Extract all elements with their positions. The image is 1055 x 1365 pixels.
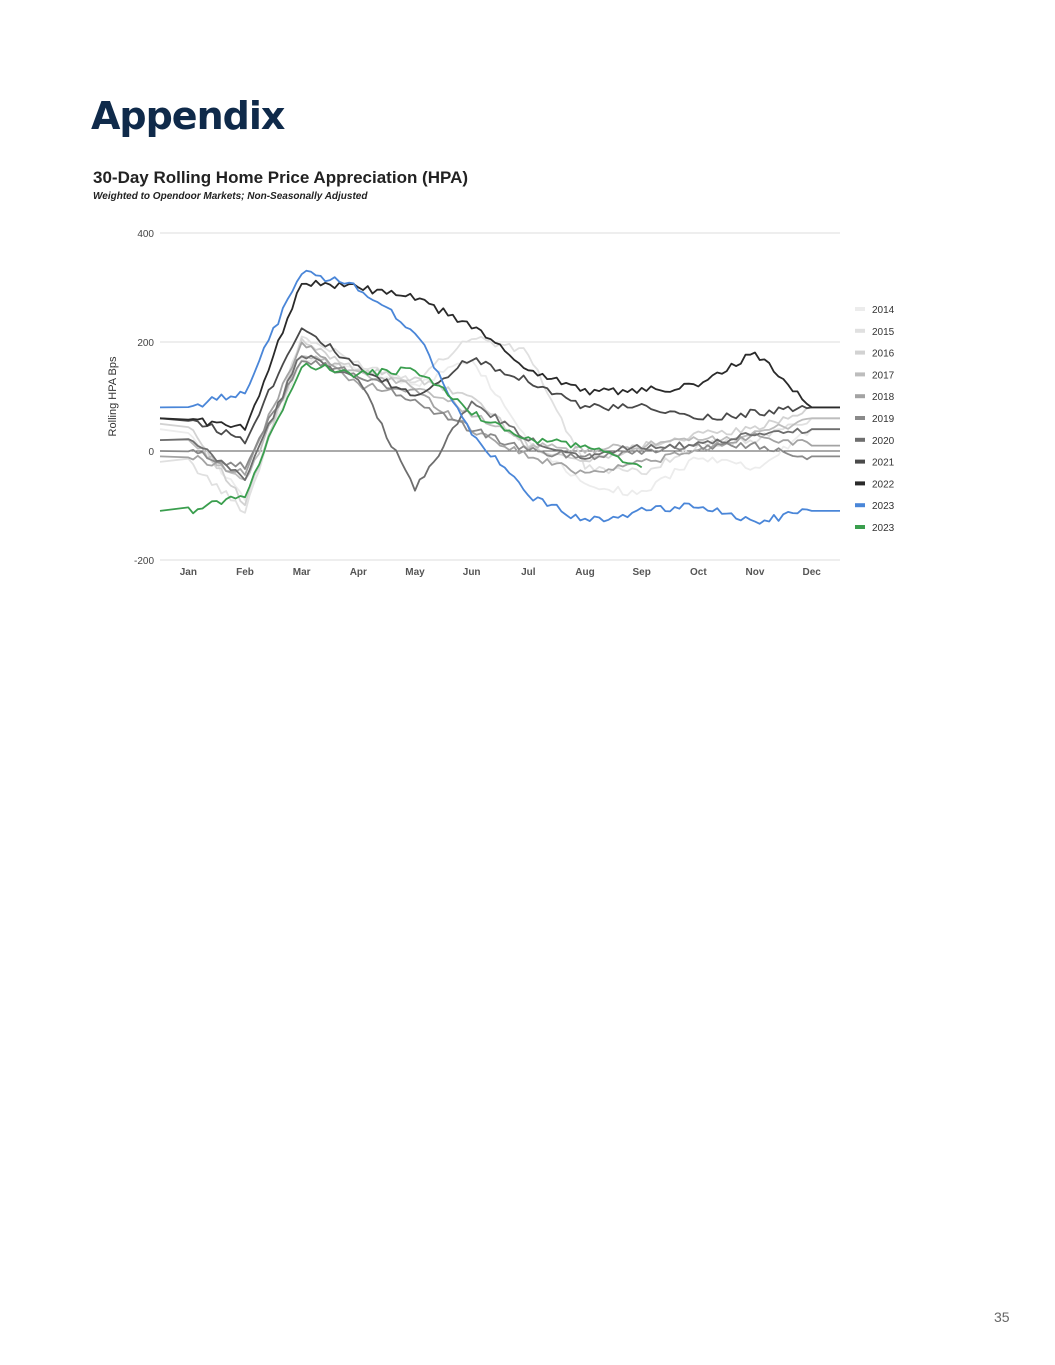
x-tick-label-may: May (405, 567, 425, 578)
series-line-2020 (160, 356, 840, 491)
legend-label-2021: 2021 (872, 457, 895, 469)
legend-label-2015: 2015 (872, 326, 895, 338)
legend-label-2016: 2016 (872, 348, 895, 360)
legend-swatch-2018 (855, 394, 865, 398)
legend-label-2014: 2014 (872, 305, 895, 316)
x-tick-label-feb: Feb (236, 567, 254, 578)
x-tick-label-mar: Mar (292, 567, 311, 578)
hpa-line-chart (0, 0, 1055, 620)
x-tick-label-nov: Nov (745, 567, 765, 578)
y-tick-label: 0 (148, 447, 154, 458)
y-tick-label: -200 (133, 556, 154, 567)
x-tick-label-dec: Dec (802, 567, 821, 578)
legend-label-2023: 2023 (872, 501, 895, 513)
legend-swatch-2015 (855, 329, 865, 333)
legend-label-2019: 2019 (872, 414, 895, 425)
series-line-2023-b (160, 364, 642, 514)
chart-subtitle: Weighted to Opendoor Markets; Non-Seasonally Adjusted (93, 191, 368, 202)
x-tick-label-jul: Jul (521, 567, 536, 578)
x-tick-label-jun: Jun (462, 567, 481, 578)
legend-label-2017: 2017 (872, 370, 895, 382)
legend-swatch-2017 (855, 372, 865, 376)
x-tick-label-apr: Apr (349, 567, 367, 578)
page-heading: Appendix (91, 94, 285, 138)
y-tick-label: 200 (137, 338, 154, 349)
x-tick-label-oct: Oct (689, 567, 707, 578)
legend-swatch-2014 (855, 307, 865, 311)
legend-label-2020: 2020 (872, 435, 895, 447)
x-tick-label-sep: Sep (632, 567, 651, 578)
legend-swatch-2023 (855, 503, 865, 507)
legend-swatch-2022 (855, 481, 865, 485)
legend-label-2018: 2018 (872, 392, 895, 404)
y-tick-label: 400 (137, 229, 154, 240)
y-axis-label: Rolling HPA Bps (107, 356, 119, 437)
legend-label-2023: 2023 (872, 523, 895, 534)
legend-swatch-2021 (855, 460, 865, 464)
legend-swatch-2020 (855, 438, 865, 442)
legend-label-2022: 2022 (872, 479, 895, 491)
page-number: 35 (994, 1309, 1010, 1325)
legend-swatch-2023 (855, 525, 865, 529)
legend-swatch-2019 (855, 416, 865, 420)
x-tick-label-jan: Jan (179, 567, 197, 578)
legend-swatch-2016 (855, 351, 865, 355)
chart-title: 30-Day Rolling Home Price Appreciation (HPA) (93, 168, 469, 187)
x-tick-label-aug: Aug (575, 567, 595, 578)
